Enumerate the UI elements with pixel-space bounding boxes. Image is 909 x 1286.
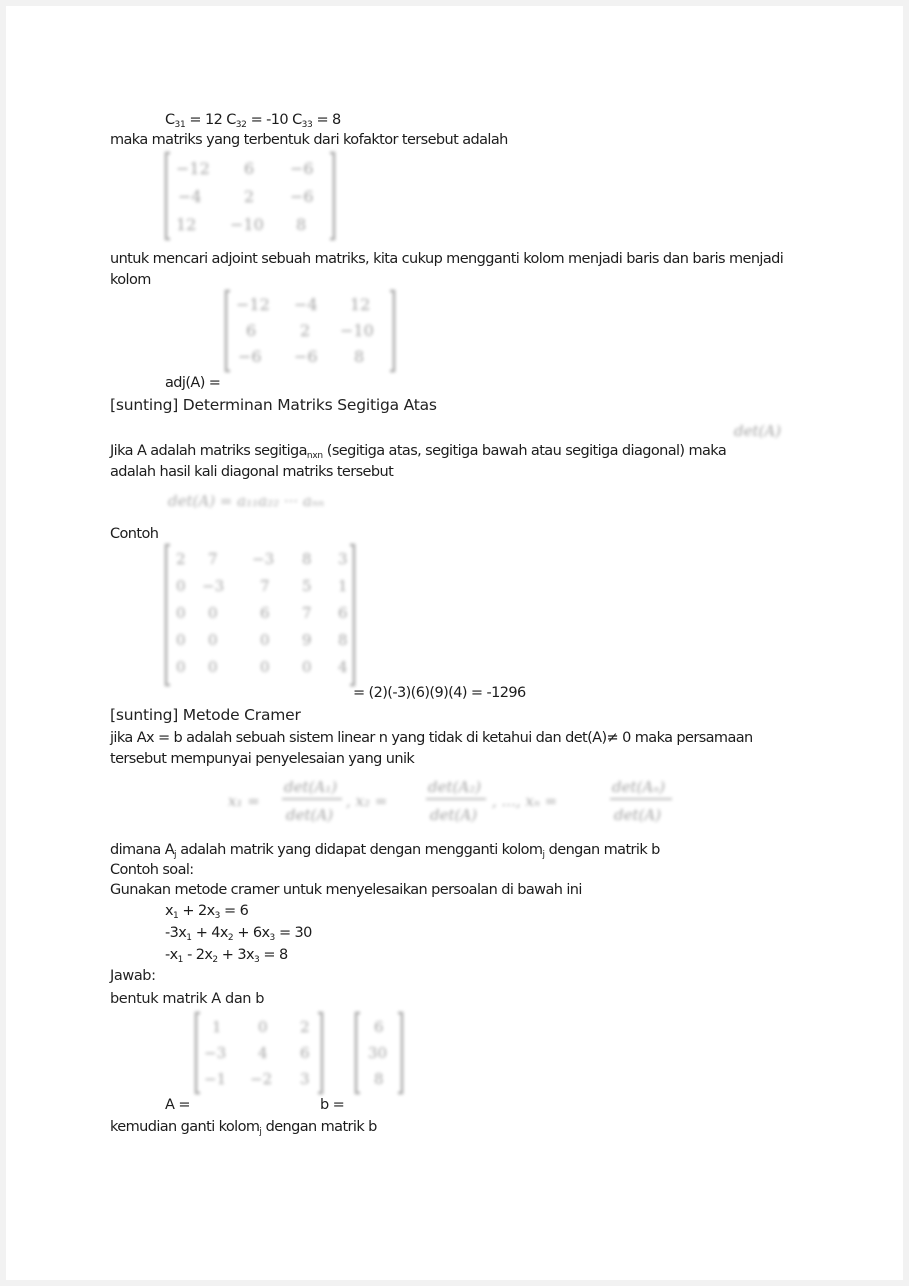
diagonal-product-formula-image — [166, 486, 388, 514]
svg-text:0: 0 — [208, 658, 218, 676]
svg-text:6: 6 — [338, 604, 348, 622]
svg-text:−3: −3 — [202, 577, 225, 595]
svg-text:0: 0 — [176, 658, 186, 676]
paragraph-cramer-line2: tersebut mempunyai penyelesaian yang unik — [110, 751, 415, 767]
svg-text:6: 6 — [374, 1018, 384, 1036]
svg-text:6: 6 — [246, 321, 257, 340]
svg-text:9: 9 — [302, 631, 312, 649]
paragraph-triangular-line1: Jika A adalah matriks segitiga$_{nxn}$ (segitiga atas, segitiga bawah atau segitiga diagonal) maka — [110, 443, 727, 461]
svg-text:, x₂ =: , x₂ = — [346, 792, 388, 810]
matrix-a-label: A = — [165, 1097, 190, 1113]
document-page — [6, 6, 903, 1280]
svg-text:, ..., xₙ =: , ..., xₙ = — [492, 792, 558, 810]
svg-text:8: 8 — [296, 215, 307, 234]
svg-text:2: 2 — [176, 550, 186, 568]
svg-text:8: 8 — [302, 550, 312, 568]
svg-text:det(A): det(A) — [286, 806, 334, 824]
svg-text:2: 2 — [300, 321, 311, 340]
adjoint-matrix-image — [224, 288, 396, 374]
vector-b-image — [354, 1010, 404, 1096]
svg-text:3: 3 — [338, 550, 348, 568]
vector-b-label: b = — [320, 1097, 345, 1113]
svg-text:6: 6 — [244, 159, 255, 178]
svg-text:8: 8 — [374, 1070, 384, 1088]
equation-3: $-x_1 - 2x_2 + 3x_3 = 8$ — [165, 947, 288, 965]
contoh-soal-label: Contoh soal: — [110, 862, 194, 878]
svg-text:6: 6 — [260, 604, 270, 622]
svg-text:7: 7 — [302, 604, 312, 622]
svg-text:0: 0 — [302, 658, 312, 676]
svg-text:det(A₁): det(A₁) — [284, 778, 338, 796]
paragraph-cofactor-matrix: maka matriks yang terbentuk dari kofaktor tersebut adalah — [110, 132, 508, 148]
svg-text:det(A) = a₁₁a₂₂ ··· aₙₙ: det(A) = a₁₁a₂₂ ··· aₙₙ — [168, 492, 325, 510]
svg-text:12: 12 — [176, 215, 197, 234]
svg-text:8: 8 — [354, 347, 365, 366]
det-a-formula-image — [732, 418, 804, 442]
bentuk-label: bentuk matrik A dan b — [110, 991, 265, 1007]
jawab-label: Jawab: — [110, 968, 156, 984]
svg-text:7: 7 — [260, 577, 270, 595]
svg-text:−4: −4 — [294, 295, 318, 314]
svg-text:0: 0 — [208, 631, 218, 649]
svg-text:0: 0 — [208, 604, 218, 622]
svg-text:det(Aₙ): det(Aₙ) — [612, 778, 666, 796]
svg-text:−6: −6 — [294, 347, 318, 366]
equation-2: $-3x_1 + 4x_2 + 6x_3 = 30$ — [165, 925, 312, 943]
svg-text:7: 7 — [208, 550, 218, 568]
matrix-a-image — [194, 1010, 324, 1096]
svg-text:−3: −3 — [252, 550, 275, 568]
paragraph-gunakan: Gunakan metode cramer untuk menyelesaikan persoalan di bawah ini — [110, 882, 582, 898]
svg-text:−2: −2 — [250, 1070, 273, 1088]
cofactor-matrix-image — [164, 150, 336, 242]
svg-text:2: 2 — [300, 1018, 310, 1036]
svg-text:−6: −6 — [238, 347, 262, 366]
svg-text:−12: −12 — [236, 295, 270, 314]
svg-text:4: 4 — [338, 658, 348, 676]
svg-text:−1: −1 — [204, 1070, 227, 1088]
svg-text:−6: −6 — [290, 159, 314, 178]
svg-text:1: 1 — [338, 577, 348, 595]
cramer-formula-image — [224, 770, 688, 832]
svg-text:0: 0 — [260, 631, 270, 649]
svg-text:det(A): det(A) — [734, 422, 782, 440]
svg-text:6: 6 — [300, 1044, 310, 1062]
cofactor-values-line: $C_{31} = 12$ $C_{32} = -10$ $C_{33} = 8$ — [165, 112, 341, 130]
svg-text:0: 0 — [176, 604, 186, 622]
section-heading-determinan: [sunting] Determinan Matriks Segitiga Atas — [110, 396, 437, 414]
svg-text:det(A): det(A) — [614, 806, 662, 824]
svg-text:2: 2 — [244, 187, 255, 206]
paragraph-adjoint-line2: kolom — [110, 272, 151, 288]
section-heading-cramer: [sunting] Metode Cramer — [110, 706, 301, 724]
svg-text:det(A): det(A) — [430, 806, 478, 824]
paragraph-cramer-line1: jika Ax = b adalah sebuah sistem linear n yang tidak di ketahui dan det(A)≠ 0 maka persamaan — [110, 730, 753, 746]
svg-text:30: 30 — [368, 1044, 388, 1062]
svg-text:−10: −10 — [340, 321, 374, 340]
svg-text:0: 0 — [258, 1018, 268, 1036]
svg-text:−12: −12 — [176, 159, 210, 178]
paragraph-triangular-line2: adalah hasil kali diagonal matriks tersebut — [110, 464, 394, 480]
svg-text:−4: −4 — [178, 187, 202, 206]
paragraph-dimana: dimana $A_j$ adalah matrik yang didapat dengan mengganti kolom$_j$ dengan matrik b — [110, 842, 660, 860]
contoh-label: Contoh — [110, 526, 159, 542]
triangular-matrix-image — [164, 542, 356, 688]
svg-text:5: 5 — [302, 577, 312, 595]
svg-text:0: 0 — [260, 658, 270, 676]
svg-text:det(A₂): det(A₂) — [428, 778, 482, 796]
svg-text:0: 0 — [176, 577, 186, 595]
determinant-result: = (2)(-3)(6)(9)(4) = -1296 — [353, 685, 526, 701]
svg-text:1: 1 — [212, 1018, 222, 1036]
adjoint-label: adj(A) = — [165, 375, 221, 391]
svg-text:0: 0 — [176, 631, 186, 649]
svg-text:−3: −3 — [204, 1044, 227, 1062]
svg-text:3: 3 — [300, 1070, 310, 1088]
paragraph-kemudian: kemudian ganti kolom$_j$ dengan matrik b — [110, 1119, 377, 1137]
svg-text:x₁ =: x₁ = — [228, 792, 260, 810]
paragraph-adjoint-line1: untuk mencari adjoint sebuah matriks, kita cukup mengganti kolom menjadi baris dan baris menjadi — [110, 251, 784, 267]
svg-text:8: 8 — [338, 631, 348, 649]
svg-text:12: 12 — [350, 295, 371, 314]
svg-text:−6: −6 — [290, 187, 314, 206]
svg-text:−10: −10 — [230, 215, 264, 234]
equation-1: $x_1 + 2x_3 = 6$ — [165, 903, 249, 921]
svg-text:4: 4 — [258, 1044, 268, 1062]
